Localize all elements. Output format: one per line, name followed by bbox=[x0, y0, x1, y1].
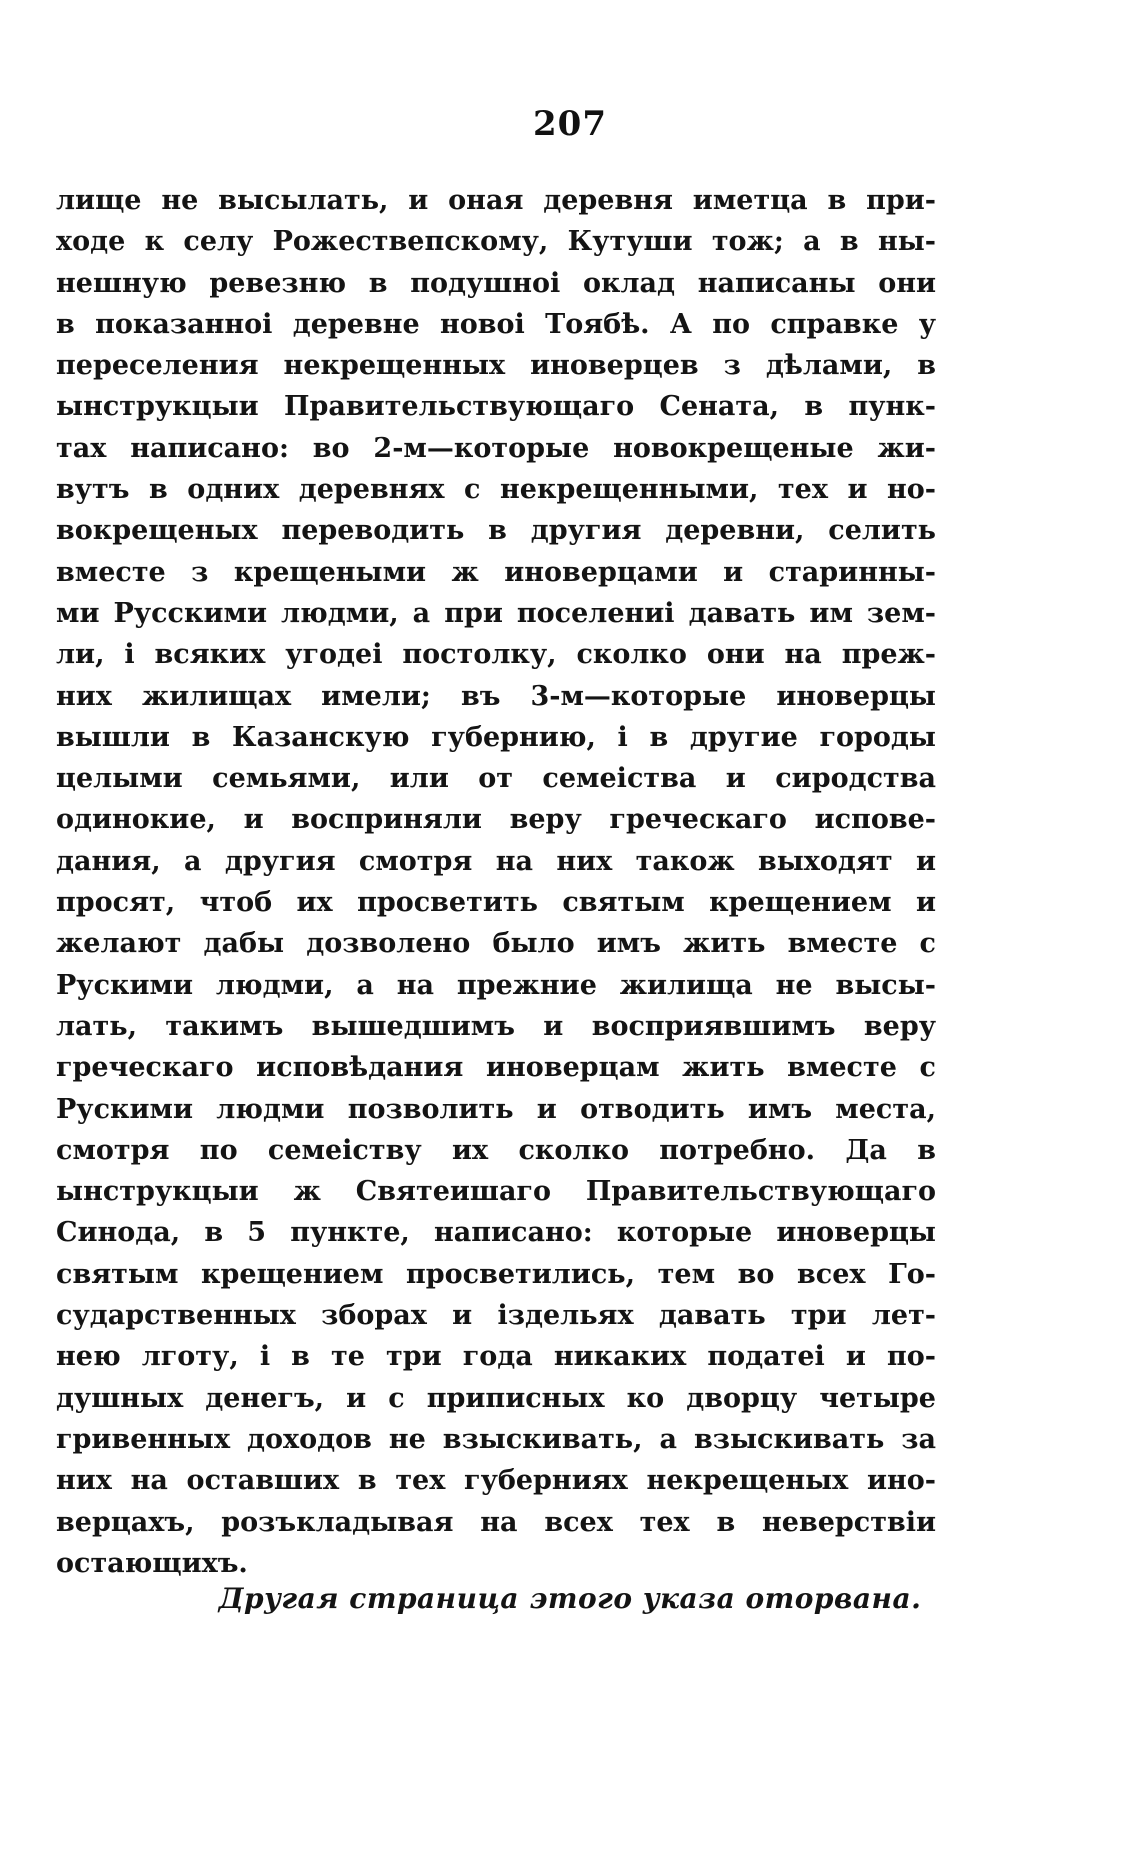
text-line: остающихъ. bbox=[56, 1547, 248, 1579]
text-line: них жилищах имели; въ 3-м—которые иноверцы bbox=[56, 680, 936, 712]
text-line: вутъ в одних деревнях с некрещенными, тех и но- bbox=[56, 474, 936, 506]
text-line: святым крещением просветились, тем во всех Го- bbox=[56, 1258, 936, 1290]
text-line: ми Русскими людми, а при поселениі давать им зем- bbox=[56, 597, 936, 629]
text-line: дания, а другия смотря на них також выходят и bbox=[56, 845, 936, 877]
text-line: просят, чтоб их просветить святым крещением и bbox=[56, 887, 936, 919]
body-text bbox=[56, 180, 936, 1584]
text-line: лище не высылать, и оная деревня иметца в при- bbox=[56, 185, 936, 216]
text-line: ынструкцыи ж Святеишаго Правительствующаго bbox=[56, 1176, 936, 1208]
text-line: ынструкцыи Правительствующаго Сената, в пунк- bbox=[56, 391, 936, 423]
text-line: в показанноі деревне новоі Тоябѣ. А по справке у bbox=[56, 308, 936, 340]
text-line: Синода, в 5 пункте, написано: которые иноверцы bbox=[56, 1217, 936, 1249]
torn-page-note: Другая страница этого указа оторвана. bbox=[218, 1582, 922, 1615]
text-line: одинокие, и восприняли веру греческаго испове- bbox=[56, 804, 936, 836]
text-line: сударственных зборах и іздельях давать три лет- bbox=[56, 1300, 936, 1332]
text-line: тах написано: во 2-м—которые новокрещеные жи- bbox=[56, 432, 936, 464]
text-line: целыми семьями, или от семеіства и сиродства bbox=[56, 763, 936, 795]
text-line: гривенных доходов не взыскивать, а взыскивать за bbox=[56, 1423, 936, 1455]
text-line: нею лготу, і в те три года никаких податеі и по- bbox=[56, 1341, 936, 1373]
text-line: Рускими людми, а на прежние жилища не высы- bbox=[56, 969, 936, 1001]
text-line: вместе з крещеными ж иноверцами и старинны- bbox=[56, 556, 936, 588]
text-line: Рускими людми позволить и отводить имъ места, bbox=[56, 1093, 936, 1125]
text-line: желают дабы дозволено было имъ жить вместе с bbox=[56, 928, 936, 960]
text-line: ходе к селу Рожествепскому, Кутуши тож; а в ны- bbox=[56, 226, 936, 258]
text-line: душных денегъ, и с приписных ко дворцу четыре bbox=[56, 1382, 936, 1414]
text-line: верцахъ, розъкладывая на всех тех в неверствіи bbox=[56, 1506, 936, 1538]
text-line: них на оставших в тех губерниях некрещеных ино- bbox=[56, 1465, 936, 1497]
text-line: лать, такимъ вышедшимъ и восприявшимъ веру bbox=[56, 1010, 936, 1042]
text-line: переселения некрещенных иноверцев з дѣлами, в bbox=[56, 350, 936, 382]
text-line: смотря по семеіству их сколко потребно. Да в bbox=[56, 1134, 936, 1166]
page-number: 207 bbox=[533, 104, 607, 144]
text-line: вокрещеных переводить в другия деревни, селить bbox=[56, 515, 936, 547]
text-line: греческаго исповѣдания иноверцам жить вместе с bbox=[56, 1052, 936, 1084]
text-line: нешную ревезню в подушноі оклад написаны они bbox=[56, 267, 936, 299]
text-line: вышли в Казанскую губернию, і в другие городы bbox=[56, 721, 936, 753]
text-line: ли, і всяких угодеі постолку, сколко они на преж- bbox=[56, 639, 936, 671]
